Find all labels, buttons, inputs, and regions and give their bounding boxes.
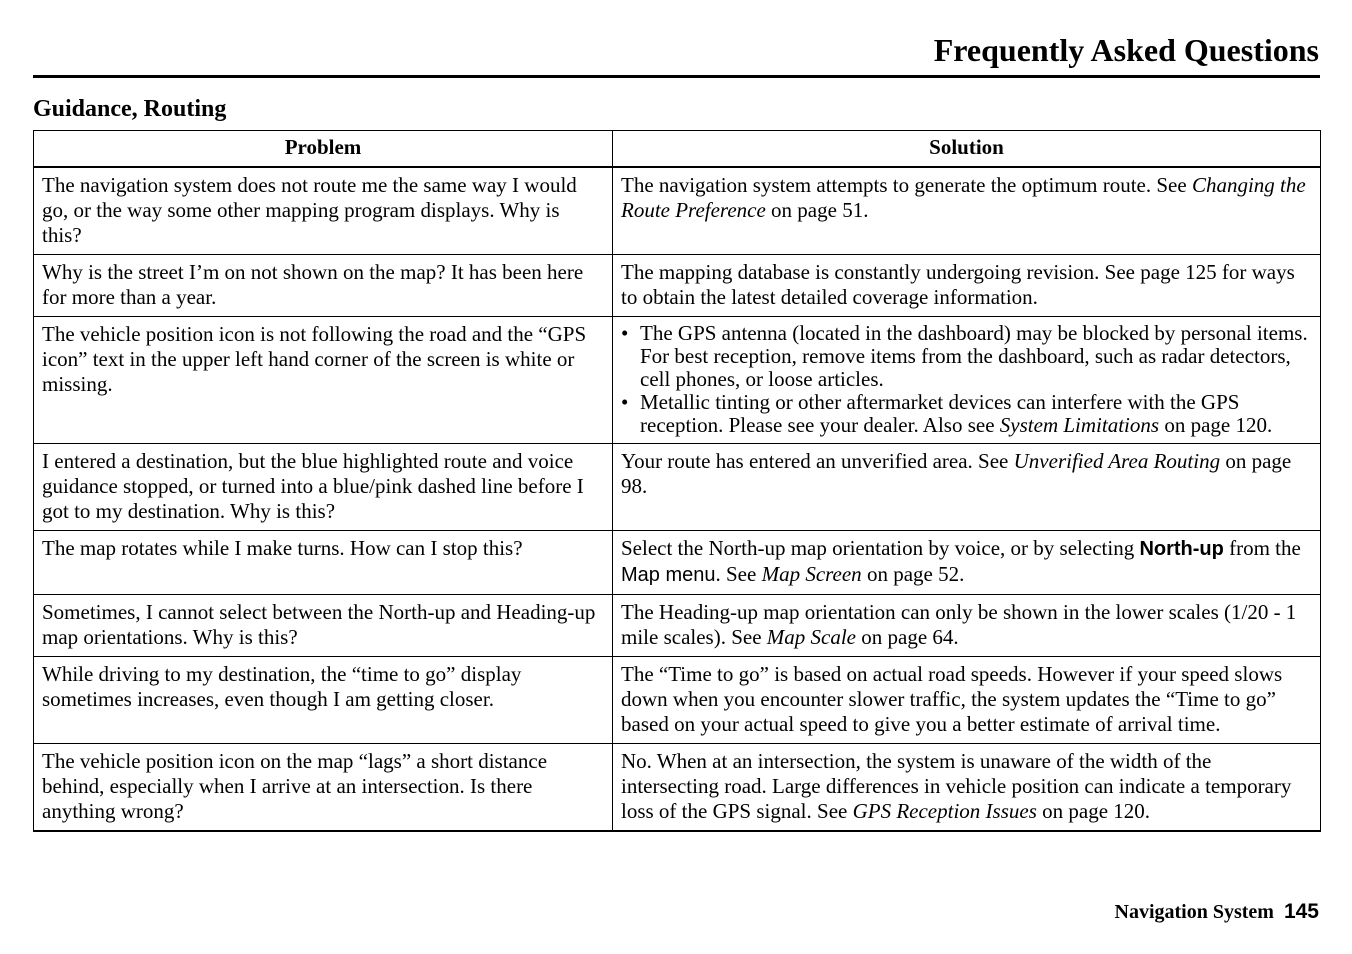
- solution-text: on page 64.: [856, 625, 959, 649]
- footer-label: Navigation System: [1114, 901, 1274, 923]
- bullet-text: The GPS antenna (located in the dashboard) may be blocked by personal items. For best reception, remove items from the dashboard, such as radar detectors, cell phones, or loose articles.: [640, 321, 1308, 391]
- problem-cell: The vehicle position icon is not following the road and the “GPS icon” text in the upper left hand corner of the screen is white or missing.: [34, 317, 613, 444]
- solution-text: on page 52.: [861, 562, 965, 586]
- page-reference: GPS Reception Issues: [852, 799, 1037, 823]
- solution-cell: [613, 744, 1321, 832]
- solution-cell: [613, 317, 1321, 444]
- column-header-solution: Solution: [613, 131, 1321, 168]
- solution-text: No. When at an intersection, the system is unaware of the width of the intersecting road. Large differences in vehicle position can indicate a temporary loss of the GPS signal. See: [621, 749, 1292, 823]
- page-reference: System Limitations: [999, 413, 1160, 437]
- bullet-text: on page 120.: [1159, 413, 1273, 437]
- menu-item-term: North-up: [1139, 538, 1224, 560]
- table-row: [34, 744, 1321, 832]
- solution-text: on page 120.: [1036, 799, 1151, 823]
- solution-cell: The “Time to go” is based on actual road speeds. However if your speed slows down when you encounter slower traffic, the system updates the “Time to go” based on your actual speed to give you a better estimate of arrival time.: [613, 657, 1321, 744]
- problem-cell: The map rotates while I make turns. How can I stop this?: [34, 531, 613, 595]
- solution-text: Your route has entered an unverified area. See: [621, 449, 1014, 473]
- bullet-icon: •: [621, 390, 629, 414]
- section-heading: Guidance, Routing: [33, 96, 227, 122]
- bullet-icon: •: [621, 321, 629, 345]
- solution-text: on page 51.: [765, 198, 869, 222]
- solution-text: from the: [1223, 536, 1301, 560]
- solution-cell: [613, 167, 1321, 255]
- table-row: [34, 255, 1321, 317]
- solution-text: The navigation system attempts to generate the optimum route. See: [621, 173, 1192, 197]
- page-reference: Changing the Route Preference: [621, 173, 1306, 222]
- problem-cell: Sometimes, I cannot select between the North-up and Heading-up map orientations. Why is this?: [34, 595, 613, 657]
- solution-text: on page 98.: [621, 449, 1292, 498]
- title-rule: [33, 75, 1320, 78]
- table-row: [34, 531, 1321, 595]
- solution-cell: The mapping database is constantly undergoing revision. See page 125 for ways to obtain the latest detailed coverage information.: [613, 255, 1321, 317]
- menu-name-term: Map menu: [621, 564, 716, 586]
- solution-text: Select the North-up map orientation by voice, or by selecting: [621, 536, 1140, 560]
- problem-cell: The vehicle position icon on the map “lags” a short distance behind, especially when I arrive at an intersection. Is there anything wrong?: [34, 744, 613, 832]
- table-row: [34, 595, 1321, 657]
- solution-bullet-list: [621, 322, 1312, 437]
- page-reference: Map Scale: [766, 625, 857, 649]
- faq-table: [33, 130, 1321, 832]
- problem-cell: I entered a destination, but the blue highlighted route and voice guidance stopped, or turned into a blue/pink dashed line before I got to my destination. Why is this?: [34, 444, 613, 531]
- problem-cell: While driving to my destination, the “time to go” display sometimes increases, even though I am getting closer.: [34, 657, 613, 744]
- solution-text: The Heading-up map orientation can only be shown in the lower scales (1/20 - 1 mile scales). See: [621, 600, 1297, 649]
- table-row: [34, 657, 1321, 744]
- table-header-row: [34, 131, 1321, 168]
- solution-text: . See: [715, 562, 762, 586]
- solution-cell: [613, 531, 1321, 595]
- solution-cell: [613, 444, 1321, 531]
- column-header-problem: Problem: [34, 131, 613, 168]
- page-reference: Unverified Area Routing: [1013, 449, 1221, 473]
- page-title: Frequently Asked Questions: [933, 32, 1319, 68]
- bullet-item: [621, 322, 1312, 391]
- bullet-text: Metallic tinting or other aftermarket devices can interfere with the GPS reception. Please see your dealer. Also see: [640, 390, 1240, 437]
- problem-cell: The navigation system does not route me the same way I would go, or the way some other mapping program displays. Why is this?: [34, 167, 613, 255]
- problem-cell: Why is the street I’m on not shown on the map? It has been here for more than a year.: [34, 255, 613, 317]
- table-row: [34, 317, 1321, 444]
- page-reference: Map Screen: [761, 562, 862, 586]
- solution-cell: [613, 595, 1321, 657]
- table-row: [34, 167, 1321, 255]
- page-footer: [1115, 898, 1320, 926]
- page-number: 145: [1283, 900, 1319, 923]
- bullet-item: [621, 391, 1312, 437]
- table-row: [34, 444, 1321, 531]
